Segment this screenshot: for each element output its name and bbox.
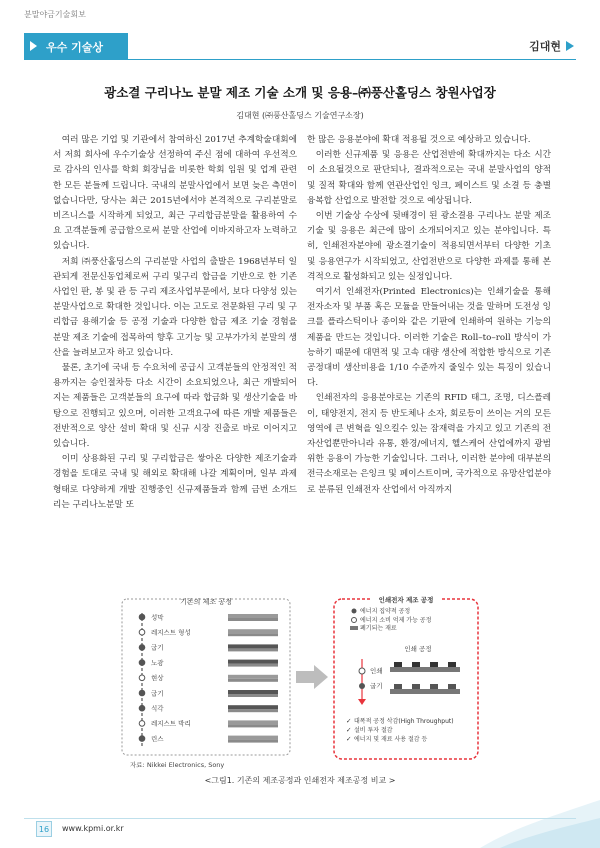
arrow-icon (30, 41, 37, 51)
footer-rule (24, 818, 576, 819)
layer-illustration (228, 629, 278, 633)
step-dot (139, 721, 145, 727)
layer-illustration (228, 720, 278, 724)
substrate-illustration (228, 648, 278, 651)
conventional-step-label: 굽기 (151, 689, 164, 698)
check-icon: ✓ (346, 717, 352, 725)
paragraph: 이미 상용화된 구리 및 구리합금은 쌓아온 다양한 제조기술과 경험을 토대로 국내 및 해외로 확대해 나갈 계획이며, 일부 과제 형태로 다양하게 개발 진행중인 신규제품들과 함께 금번 소개드리는 구리나노분말 또 (53, 454, 297, 510)
step-dot (139, 645, 145, 651)
check-icon: ✓ (346, 726, 352, 734)
paragraph: 물론, 초기에 국내 등 수요처에 공급시 고객분들의 안정적인 적용까지는 승인절차등 다소 시간이 소요되었으나, 최근 개발되어지는 제품들은 고객분들의 요구에 따라 합금화 및 생산기술을 바탕으로 진행되고 있으며, 이러한 고객요구에 따른 개발 제품들은 전반적으로 양산 설비 확대 및 신규 시장 진출로 바로 이어지고 있습니다. (53, 363, 297, 450)
conventional-steps (139, 612, 278, 743)
printed-title: 인쇄전자 제조 공정 (378, 596, 434, 604)
right-column (307, 133, 551, 498)
figure-source: 자료: Nikkei Electronics, Sony (130, 761, 225, 769)
step-dot (359, 683, 365, 689)
paragraph: 한 많은 응용분야에 확대 적용될 것으로 예상하고 있습니다. (307, 135, 531, 145)
author-name: 김대현 (529, 40, 561, 53)
left-column (53, 133, 297, 513)
substrate-illustration (228, 679, 278, 682)
layer-illustration (228, 614, 278, 618)
benefit-text: 에너지 및 재료 사용 절감 등 (354, 736, 428, 743)
conventional-step-label: 현상 (151, 674, 164, 683)
paragraph: 이러한 신규제품 및 응용은 산업전반에 확대까지는 다소 시간이 소요될것으로 판단되나, 결과적으로는 국내 분말사업의 양적 및 질적 확대와 함께 연관산업인 잉크, 페이스트 및 소결 등 충별 융복합 산업으로 발전할 것으로 예상됩니다. (307, 150, 551, 206)
conventional-step-label: 굽기 (151, 643, 164, 652)
layer-illustration (228, 736, 278, 740)
triangle-icon (566, 41, 574, 51)
substrate-illustration (228, 709, 278, 712)
legend-label: 에너지 소비 억제 가능 공정 (360, 617, 432, 624)
substrate-illustration (228, 694, 278, 697)
section-label: 우수 기술상 (46, 40, 103, 54)
process-comparison-figure (118, 593, 482, 763)
conventional-step-label: 노광 (151, 658, 164, 667)
section-tab (24, 33, 128, 60)
site-url: www.kpmi.or.kr (62, 824, 124, 833)
paragraph: 인쇄전자의 응용분야로는 기존의 RFID 태그, 조명, 디스플레이, 태양전지, 전지 등 반도체나 소자, 회로등이 쓰이는 거의 모든 영역에 큰 변혁을 일으킬수 있는 잠재력을 가지고 있고 기존의 전자산업뿐만아니라 유통, 환경/에너지, 헬스케어 산업에까지 광범위한 응용이 가능한 기술입니다. 그러나, 이러한 분야에 대부분의 전극소재로는 은잉크 및 페이스트이며, 국가적으로 유망산업분야로 분류된 인쇄전자 산업에서 아직까지 (307, 393, 551, 495)
check-icon: ✓ (346, 735, 352, 743)
printed-substrate-illustrations (390, 662, 460, 694)
arrow-down-icon (358, 699, 366, 705)
substrate-illustration (228, 724, 278, 727)
layer-illustration (228, 660, 278, 664)
printed-step-label: 굽기 (370, 682, 383, 690)
conventional-step-label: 식각 (151, 704, 164, 713)
paragraph: 여러 많은 기업 및 기관에서 참여하신 2017년 추계학술대회에서 저희 회사에 우수기술상 선정하여 주신 점에 대하여 우선적으로 감사의 인사를 학회 회장님을 비롯한 학회 임원 및 업계 관련한 모든 분들께 드립니다. 국내의 분말사업에서 보면 늦은 측면이 없습니다만, 당사는 최근 2015년에서야 본격적으로 구리분말로 비즈니스를 시작하게 되었고, 최근 구리합금분말을 활용하여 수요 고객분들께 공급함으로써 분말 산업에 이바지하고자 노력하고 있습니다. (53, 135, 297, 252)
step-dot (139, 736, 145, 742)
conventional-step-label: 레지스트 박리 (151, 719, 191, 728)
step-dot (139, 660, 145, 666)
legend-label: 폐기되는 재료 (360, 625, 397, 632)
legend-dot-filled (352, 609, 357, 614)
printed-step-label: 인쇄 (370, 667, 383, 675)
substrate-illustration (228, 664, 278, 667)
benefit-text: 설비 투자 절감 (354, 727, 393, 734)
article-title: 광소결 구리나노 분말 제조 기술 소개 및 응용–㈜풍산홀딩스 창원사업장 (104, 85, 496, 100)
step-dot (139, 614, 145, 620)
conventional-title: 기존의 제조 공정 (180, 598, 232, 606)
header-rule (128, 59, 576, 60)
layer-illustration (228, 675, 278, 679)
step-dot (139, 690, 145, 696)
step-dot (139, 629, 145, 635)
layer-illustration (228, 690, 278, 694)
conventional-step-label: 성막 (151, 613, 164, 622)
benefit-text: 대폭적 공정 삭감(High Throughput) (354, 718, 454, 725)
step-dot (139, 675, 145, 681)
step-dot (139, 705, 145, 711)
step-dot (359, 668, 365, 674)
paragraph: 여기서 인쇄전자(Printed Electronics)는 인쇄기술을 통해 전자소자 및 부품 혹은 모듈을 만들어내는 것을 말하며 도전성 잉크를 플라스틱이나 종이와 같은 기판에 인쇄하여 원하는 기능의 제품을 만드는 것입니다. 이러한 기술은 Roll–to–roll 방식이 가능하기 때문에 대면적 및 고속 대량 생산에 적합한 방식으로 기존공정대비 생산비용을 1/10 수준까지 줄일수 있는 특징이 있습니다. (307, 287, 551, 389)
process-title: 인쇄 공정 (404, 645, 432, 653)
article-byline: 김대현 (㈜풍산홀딩스 기술연구소장) (236, 111, 364, 120)
paragraph: 이번 기술상 수상에 뒷배경이 된 광소결용 구리나노 분말 제조기술 및 응용은 최근에 많이 소개되어지고 있는 분야입니다. 특히, 인쇄전자분야에 광소결기술이 적용되면서부터 다양한 기초 및 응용연구가 시작되었고, 산업전반으로 다양한 과제를 통해 본격적으로 활성화되고 있는 실정입니다. (307, 211, 551, 282)
author-tag (529, 38, 574, 54)
paragraph: 저희 ㈜풍산홀딩스의 구리분말 사업의 출발은 1968년부터 일관되게 전문신동업체로써 구리 및구리 합금을 기반으로 한 기존사업인 판, 봉 및 관 등 구리 제조사업부문에서, 보다 다양성 있는 분말사업으로 확대한 것입니다. 이는 고도로 전문화된 구리 및 구리합금 용해기술 등 공정 기술과 다양한 합금 제조 기술 경험을 분말 제조 기술에 접목하여 향후 고기능 및 고부가가치 분말의 생산을 늘려보고자 하고 있습니다. (53, 256, 297, 358)
journal-name: 분말야금기술회보 (24, 10, 86, 19)
substrate-illustration (228, 618, 278, 621)
figure-caption: <그림1. 기존의 제조공정과 인쇄전자 제조공정 비교 > (204, 776, 396, 785)
legend-dot-empty (352, 618, 357, 623)
layer-illustration (228, 644, 278, 648)
arrow-right-icon (296, 665, 328, 689)
legend-swatch (350, 626, 358, 630)
conventional-step-label: 린스 (151, 734, 164, 743)
conventional-step-label: 레지스트 형성 (151, 628, 191, 637)
page-number: 16 (36, 821, 52, 837)
layer-illustration (228, 705, 278, 709)
substrate-illustration (228, 740, 278, 743)
substrate-illustration (228, 633, 278, 636)
footer-wave-decoration (480, 790, 600, 848)
legend-label: 에너지 집약적 공정 (360, 608, 411, 615)
